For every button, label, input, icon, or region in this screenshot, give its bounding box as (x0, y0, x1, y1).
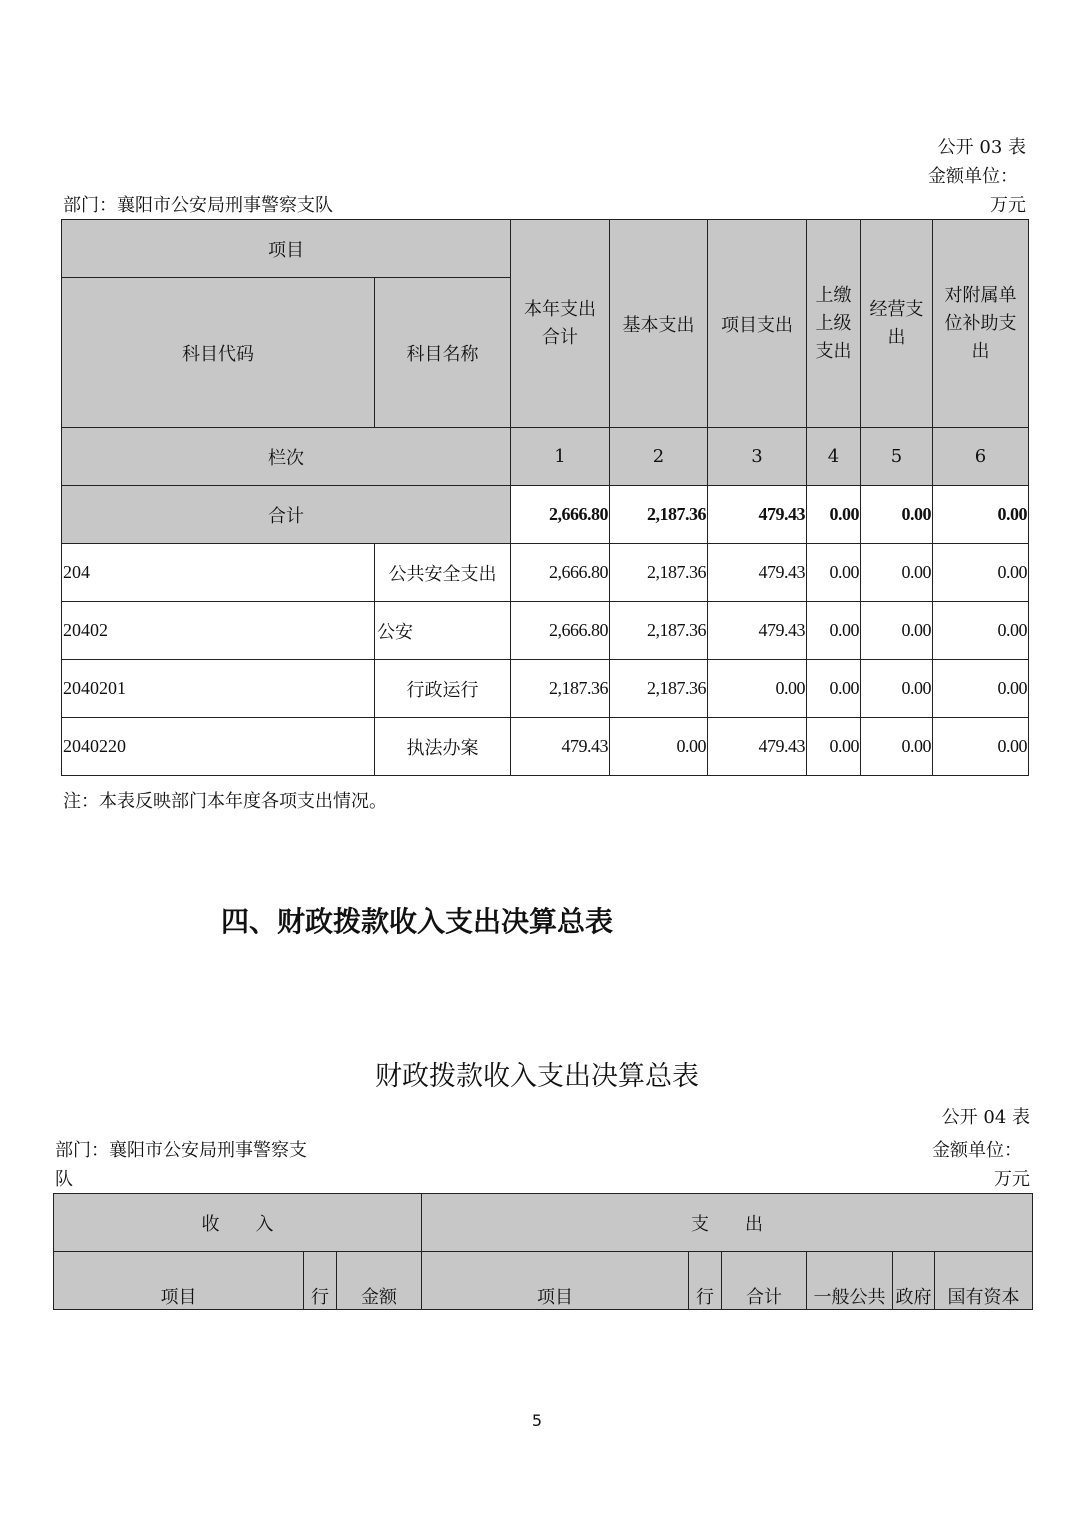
row-value: 2,187.36 (511, 660, 610, 718)
section-heading: 四、财政拨款收入支出决算总表 (221, 905, 614, 938)
header-upper: 上缴 上级 支出 (807, 220, 861, 428)
total-value: 2,187.36 (610, 486, 708, 544)
row-value: 0.00 (933, 660, 1029, 718)
general-public-header: 一般公共 (807, 1252, 893, 1310)
form-number-03: 公开 03 表 (937, 137, 1026, 158)
government-header: 政府 (893, 1252, 935, 1310)
department-04-line1: 部门：襄阳市公安局刑事警察支 (55, 1140, 307, 1161)
row-value: 0.00 (861, 660, 933, 718)
header-basic: 基本支出 (610, 220, 708, 428)
row-code: 20402 (62, 602, 375, 660)
row-value: 479.43 (708, 602, 807, 660)
row-value: 2,187.36 (610, 602, 708, 660)
unit-03: 万元 (990, 195, 1026, 216)
row-value: 0.00 (610, 718, 708, 776)
row-value: 479.43 (708, 718, 807, 776)
unit-label-03: 金额单位： (928, 166, 1018, 187)
total-value: 479.43 (708, 486, 807, 544)
row-code: 2040201 (62, 660, 375, 718)
row-value: 0.00 (933, 718, 1029, 776)
page-number: 5 (531, 1411, 543, 1430)
row-value: 0.00 (861, 544, 933, 602)
row-value: 0.00 (933, 544, 1029, 602)
department-03: 部门：襄阳市公安局刑事警察支队 (63, 195, 333, 216)
total-label: 合计 (62, 486, 511, 544)
unit-04: 万元 (994, 1169, 1030, 1190)
department-04-line2: 队 (55, 1169, 73, 1190)
row-value: 2,187.36 (610, 544, 708, 602)
table-title-04: 财政拨款收入支出决算总表 (375, 1061, 699, 1092)
row-value: 479.43 (511, 718, 610, 776)
row-value: 2,666.80 (511, 602, 610, 660)
row-value: 0.00 (933, 602, 1029, 660)
header-operating: 经营支 出 (861, 220, 933, 428)
expense-line-header: 行 (689, 1252, 722, 1310)
header-project: 项目支出 (708, 220, 807, 428)
header-total: 本年支出 合计 (511, 220, 610, 428)
row-value: 0.00 (861, 718, 933, 776)
expense-total-header: 合计 (722, 1252, 807, 1310)
total-value: 0.00 (933, 486, 1029, 544)
header-item: 项目 (62, 220, 511, 278)
row-value: 0.00 (807, 718, 861, 776)
income-header: 收 入 (54, 1194, 422, 1252)
form-number-04: 公开 04 表 (941, 1107, 1030, 1128)
header-code: 科目代码 (62, 278, 375, 428)
total-row (62, 486, 1029, 544)
table-row (62, 660, 1029, 718)
col-no: 2 (610, 428, 708, 486)
income-line-header: 行 (304, 1252, 337, 1310)
row-value: 2,187.36 (610, 660, 708, 718)
income-item-header: 项目 (54, 1252, 304, 1310)
header-name: 科目名称 (375, 278, 511, 428)
row-value: 0.00 (807, 544, 861, 602)
expense-header: 支 出 (422, 1194, 1033, 1252)
row-value: 479.43 (708, 544, 807, 602)
total-value: 2,666.80 (511, 486, 610, 544)
row-name: 公共安全支出 (375, 544, 511, 602)
row-name: 行政运行 (375, 660, 511, 718)
row-code: 204 (62, 544, 375, 602)
header-subsidy: 对附属单 位补助支 出 (933, 220, 1029, 428)
col-no: 4 (807, 428, 861, 486)
table-row (62, 544, 1029, 602)
row-value: 0.00 (861, 602, 933, 660)
expense-item-header: 项目 (422, 1252, 689, 1310)
state-capital-header: 国有资本 (935, 1252, 1033, 1310)
table-note-03: 注：本表反映部门本年度各项支出情况。 (63, 791, 387, 812)
unit-label-04: 金额单位： (932, 1140, 1022, 1161)
row-value: 2,666.80 (511, 544, 610, 602)
col-row-label: 栏次 (62, 428, 511, 486)
row-value: 0.00 (807, 602, 861, 660)
col-no: 6 (933, 428, 1029, 486)
column-number-row (62, 428, 1029, 486)
row-name: 执法办案 (375, 718, 511, 776)
row-value: 0.00 (708, 660, 807, 718)
row-code: 2040220 (62, 718, 375, 776)
total-value: 0.00 (861, 486, 933, 544)
col-no: 3 (708, 428, 807, 486)
table-row (62, 718, 1029, 776)
col-no: 5 (861, 428, 933, 486)
total-value: 0.00 (807, 486, 861, 544)
row-name: 公安 (375, 602, 511, 660)
expenditure-table-03 (61, 219, 1029, 776)
row-value: 0.00 (807, 660, 861, 718)
col-no: 1 (511, 428, 610, 486)
income-amount-header: 金额 (337, 1252, 422, 1310)
table-04-clip (50, 1190, 1040, 1308)
table-row (62, 602, 1029, 660)
fiscal-summary-table-04 (53, 1193, 1033, 1310)
